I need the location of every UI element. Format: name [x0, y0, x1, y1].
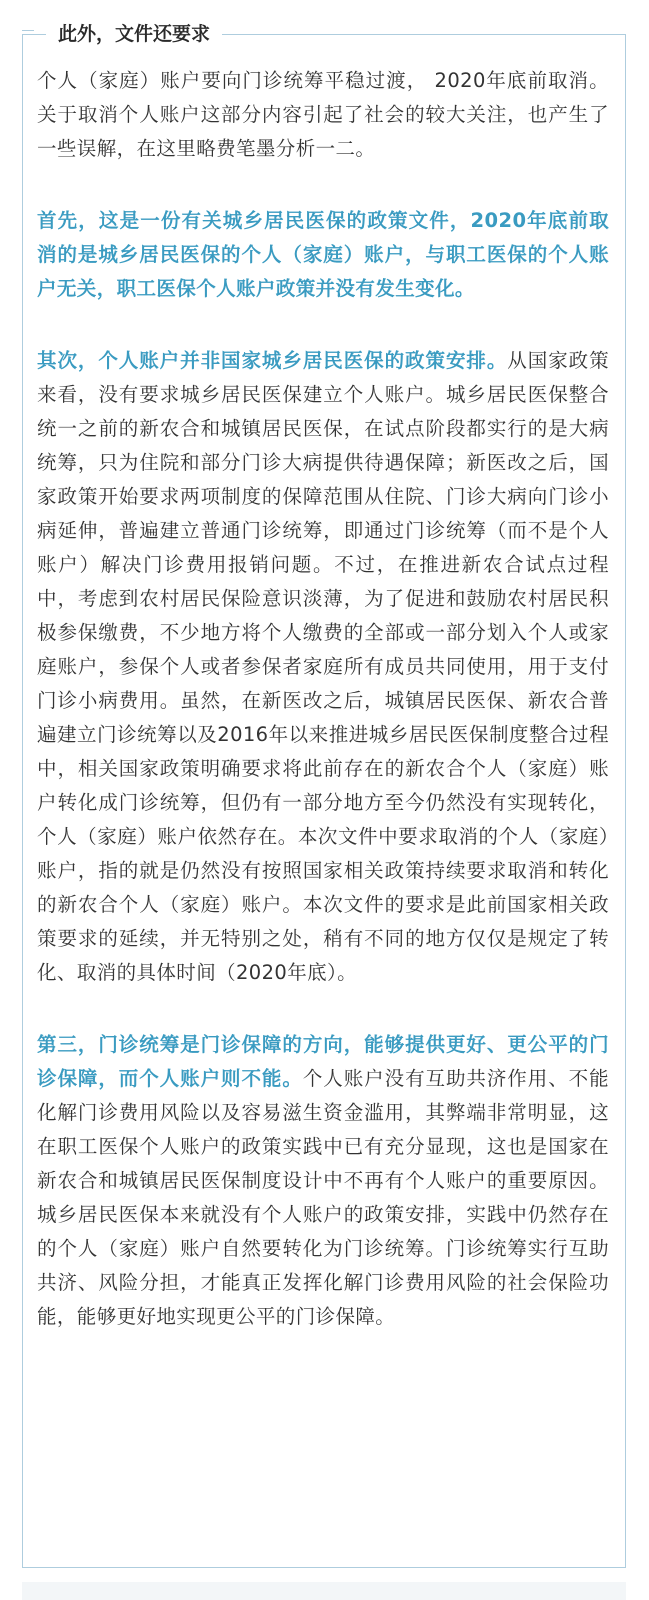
paragraph-text: 个人（家庭）账户要向门诊统筹平稳过渡， 2020年底前取消。关于取消个人账户这部分内容引起了社会的较大关注，也产生了一些误解，在这里略费笔墨分析一二。	[37, 69, 609, 160]
section-title: 此外，文件还要求	[46, 18, 222, 50]
frame-corner-decoration	[22, 30, 34, 39]
paragraph-third-point	[37, 1028, 609, 1334]
paragraph-highlight: 首先，这是一份有关城乡居民医保的政策文件，2020年底前取消的是城乡居民医保的个人（家庭）账户，与职工医保的个人账户无关，职工医保个人账户政策并没有发生变化。	[37, 209, 609, 300]
paragraph-intro	[37, 64, 609, 166]
article-body	[37, 64, 609, 1372]
paragraph-first-point	[37, 204, 609, 306]
bottom-divider-bar	[22, 1582, 626, 1600]
paragraph-highlight: 第三，门诊统筹是门诊保障的方向，能够提供更好、更公平的门诊保障，而个人账户则不能。	[37, 1033, 609, 1090]
paragraph-second-point	[37, 344, 609, 990]
paragraph-text: 从国家政策来看，没有要求城乡居民医保建立个人账户。城乡居民医保整合统一之前的新农合和城镇居民医保，在试点阶段都实行的是大病统筹，只为住院和部分门诊大病提供待遇保障；新医改之后，国家政策开始要求两项制度的保障范围从住院、门诊大病向门诊小病延伸，普遍建立普通门诊统筹，即通过门诊统筹（而不是个人账户）解决门诊费用报销问题。不过，在推进新农合试点过程中，考虑到农村居民保险意识淡薄，为了促进和鼓励农村居民积极参保缴费，不少地方将个人缴费的全部或一部分划入个人或家庭账户，参保个人或者参保者家庭所有成员共同使用，用于支付门诊小病费用。虽然，在新医改之后，城镇居民医保、新农合普遍建立门诊统筹以及2016年以来推进城乡居民医保制度整合过程中，相关国家政策明确要求将此前存在的新农合个人（家庭）账户转化成门诊统筹，但仍有一部分地方至今仍然没有实现转化，个人（家庭）账户依然存在。本次文件中要求取消的个人（家庭）账户，指的就是仍然没有按照国家相关政策持续要求取消和转化的新农合个人（家庭）账户。本次文件的要求是此前国家相关政策要求的延续，并无特别之处，稍有不同的地方仅仅是规定了转化、取消的具体时间（2020年底）。	[37, 349, 609, 984]
paragraph-text: 个人账户没有互助共济作用、不能化解门诊费用风险以及容易滋生资金滥用，其弊端非常明显，这在职工医保个人账户的政策实践中已有充分显现，这也是国家在新农合和城镇居民医保制度设计中不再有个人账户的重要原因。城乡居民医保本来就没有个人账户的政策安排，实践中仍然存在的个人（家庭）账户自然要转化为门诊统筹。门诊统筹实行互助共济、风险分担，才能真正发挥化解门诊费用风险的社会保险功能，能够更好地实现更公平的门诊保障。	[37, 1067, 609, 1328]
paragraph-highlight: 其次，个人账户并非国家城乡居民医保的政策安排。	[37, 349, 508, 372]
